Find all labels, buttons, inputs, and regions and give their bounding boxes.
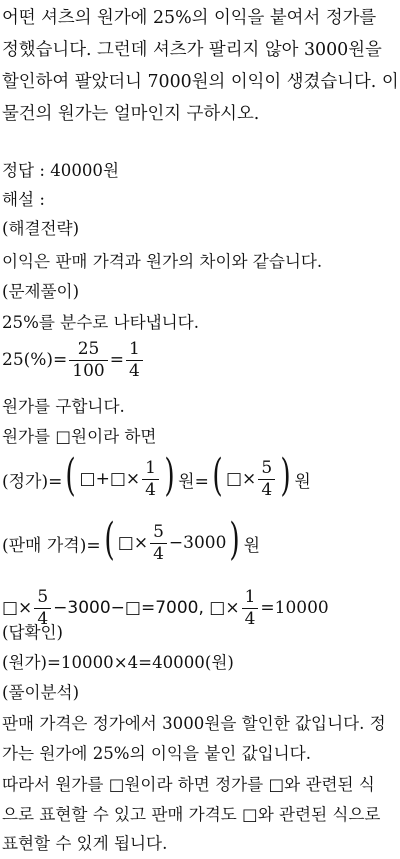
problem-line: 할인하여 팔았더니 7000원의 이익이 생겼습니다. 이 bbox=[2, 72, 399, 92]
fraction bbox=[150, 523, 167, 563]
eq-term: □+□× bbox=[79, 469, 141, 489]
eq-term: 원 bbox=[243, 535, 261, 556]
strategy-text: 이익은 판매 가격과 원가의 차이와 같습니다. bbox=[2, 252, 323, 271]
analysis-line: 판매 가격은 정가에서 3000원을 할인한 값입니다. 정 bbox=[2, 714, 386, 733]
solving-step: 25%를 분수로 나타냅니다. bbox=[2, 313, 199, 332]
numerator: 25 bbox=[77, 338, 100, 359]
eq-term: □× bbox=[2, 598, 33, 618]
strategy-title: (해결전략) bbox=[2, 219, 80, 238]
denominator: 100 bbox=[72, 360, 105, 381]
analysis-line: 따라서 원가를 □원이라 하면 정가를 □와 관련된 식 bbox=[2, 775, 375, 794]
solving-step: 원가를 □원이라 하면 bbox=[2, 427, 157, 446]
eq-lhs: (판매 가격)= bbox=[2, 535, 101, 556]
problem-line: 어떤 셔츠의 원가에 25%의 이익을 붙여서 정가를 bbox=[2, 8, 377, 28]
analysis-line: 으로 표현할 수 있고 판매 가격도 □와 관련된 식으로 bbox=[2, 805, 381, 824]
fraction bbox=[242, 588, 259, 628]
analysis-line: 표현할 수 있게 됩니다. bbox=[2, 834, 168, 853]
eq-term: □× bbox=[117, 533, 149, 553]
problem-line: 정했습니다. 그런데 셔츠가 팔리지 않아 3000원을 bbox=[2, 40, 382, 60]
equals: = bbox=[109, 350, 124, 370]
fraction bbox=[69, 340, 107, 380]
analysis-title: (풀이분석) bbox=[2, 683, 80, 702]
numerator: 1 bbox=[129, 338, 140, 359]
denominator: 4 bbox=[129, 360, 140, 381]
explanation-label: 해설 : bbox=[2, 190, 45, 209]
denominator: 4 bbox=[153, 543, 164, 564]
eq-term: □× bbox=[226, 469, 257, 489]
eq-term: =10000 bbox=[260, 598, 329, 618]
numerator: 5 bbox=[153, 521, 164, 542]
fraction bbox=[126, 340, 143, 380]
denominator: 4 bbox=[37, 608, 49, 629]
denominator: 4 bbox=[244, 608, 256, 629]
analysis-line: 가는 원가에 25%의 이익을 붙인 값입니다. bbox=[2, 744, 311, 763]
answer: 정답 : 40000원 bbox=[2, 161, 120, 180]
eq-lhs: (정가)= bbox=[2, 471, 63, 492]
numerator: 1 bbox=[145, 457, 156, 478]
percent-equation bbox=[2, 332, 145, 388]
eq-term: −3000−□=7000, □× bbox=[53, 598, 240, 618]
price-equation: (정가)= ( □+□× $\frac{1}{4}$ ) 원= ( □× $\frac{5}{4}$ ) 원 bbox=[2, 450, 311, 501]
numerator: 5 bbox=[261, 457, 273, 478]
denominator: 4 bbox=[261, 479, 273, 500]
solving-step: 원가를 구합니다. bbox=[2, 397, 125, 416]
eq-term: 원 bbox=[294, 471, 311, 492]
eq-term: 원= bbox=[178, 471, 209, 492]
eq-lhs: 25(%)= bbox=[2, 350, 68, 370]
fraction bbox=[258, 459, 275, 499]
numerator: 5 bbox=[37, 586, 49, 607]
check-text: (원가)=10000×4=40000(원) bbox=[2, 653, 234, 672]
check-title: (답확인) bbox=[2, 623, 64, 642]
problem-line: 물건의 원가는 얼마인지 구하시오. bbox=[2, 104, 260, 124]
eq-term: −3000 bbox=[168, 533, 227, 553]
numerator: 1 bbox=[244, 586, 256, 607]
sale-price-equation: (판매 가격)= ( □× $\frac{5}{4}$ −3000 ) 원 bbox=[2, 514, 261, 565]
denominator: 4 bbox=[145, 479, 156, 500]
fraction bbox=[142, 459, 159, 499]
solving-title: (문제풀이) bbox=[2, 282, 80, 301]
